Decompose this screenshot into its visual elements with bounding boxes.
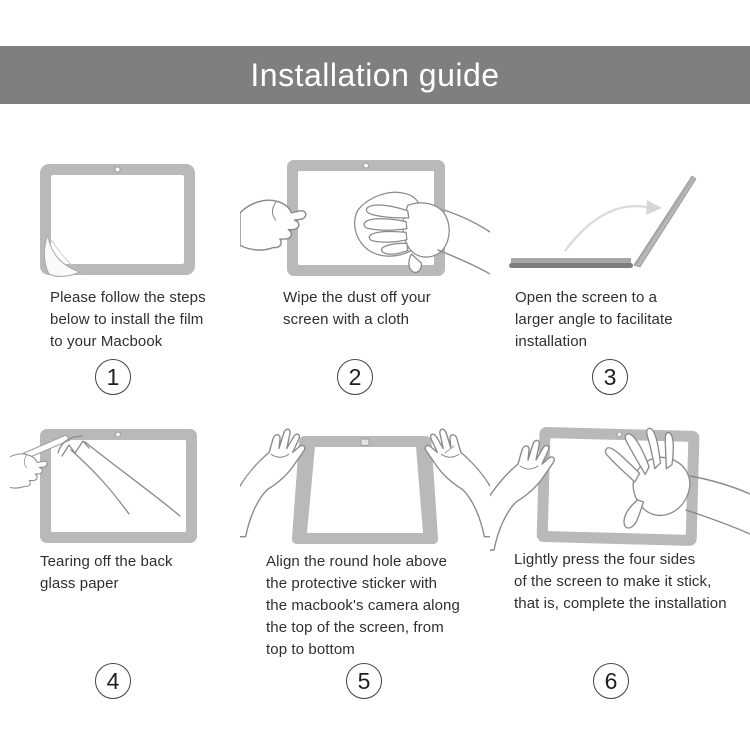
press-screen-illustration: [490, 418, 750, 558]
step-4-number-badge: [95, 663, 131, 699]
caption-line: of the screen to make it stick,: [514, 573, 712, 590]
caption-line: below to install the film: [50, 311, 204, 328]
caption-line: Please follow the steps: [50, 289, 206, 306]
screen-panel: [51, 175, 184, 264]
camera-dot-icon: [364, 163, 369, 168]
step-number: 3: [603, 363, 617, 390]
step-6-number-badge: [593, 663, 629, 699]
step-1-caption: [50, 287, 206, 353]
caption-line: the protective sticker with: [266, 575, 438, 592]
align-film-illustration: [240, 423, 490, 558]
step-number: 5: [357, 667, 371, 694]
step-5: [240, 415, 490, 715]
step-number: 1: [106, 363, 120, 390]
page-title: Installation guide: [250, 56, 500, 93]
step-2-caption: [283, 287, 431, 331]
open-laptop-illustration: [495, 151, 750, 286]
camera-dot-icon: [115, 167, 120, 172]
caption-line: Open the screen to a: [515, 289, 658, 306]
open-arrow-head-icon: [646, 200, 662, 215]
step-6-caption: [514, 549, 727, 615]
step-2-number-badge: [337, 359, 373, 395]
caption-line: the top of the screen, from: [266, 619, 444, 636]
header-banner: [0, 46, 750, 104]
macbook-film-peel-illustration: [38, 161, 198, 279]
step-4: [10, 415, 255, 715]
step-4-caption: [40, 551, 173, 595]
step-1: [25, 145, 255, 415]
screen-panel: [51, 440, 186, 532]
caption-line: the macbook's camera along: [266, 597, 460, 614]
open-arrow-curve: [565, 206, 651, 251]
step-number: 4: [106, 667, 120, 694]
caption-line: Lightly press the four sides: [514, 551, 696, 568]
caption-line: top to bottom: [266, 641, 355, 658]
caption-line: Align the round hole above: [266, 553, 448, 570]
step-2: [240, 145, 490, 415]
step-3: [495, 145, 750, 415]
step-number: 2: [348, 363, 362, 390]
caption-line: that is, complete the installation: [514, 595, 727, 612]
caption-line: Tearing off the back: [40, 553, 173, 570]
caption-line: screen with a cloth: [283, 311, 410, 328]
tear-back-paper-illustration: [10, 423, 255, 558]
step-5-caption: [266, 551, 460, 661]
caption-line: larger angle to facilitate: [515, 311, 673, 328]
camera-dot-icon: [116, 432, 121, 437]
wipe-screen-illustration: [240, 148, 490, 288]
caption-line: glass paper: [40, 575, 119, 592]
step-3-caption: [515, 287, 673, 353]
step-6: [490, 415, 750, 715]
laptop-base-edge: [509, 263, 633, 268]
camera-dot-icon: [361, 439, 369, 446]
step-number: 6: [604, 667, 618, 694]
step-3-number-badge: [592, 359, 628, 395]
screen-panel: [307, 447, 423, 533]
step-5-number-badge: [346, 663, 382, 699]
camera-dot-icon: [617, 432, 622, 437]
laptop-screen-inner-line: [636, 178, 693, 264]
caption-line: to your Macbook: [50, 333, 163, 350]
caption-line: Wipe the dust off your: [283, 289, 431, 306]
step-1-number-badge: [95, 359, 131, 395]
caption-line: installation: [515, 333, 588, 350]
